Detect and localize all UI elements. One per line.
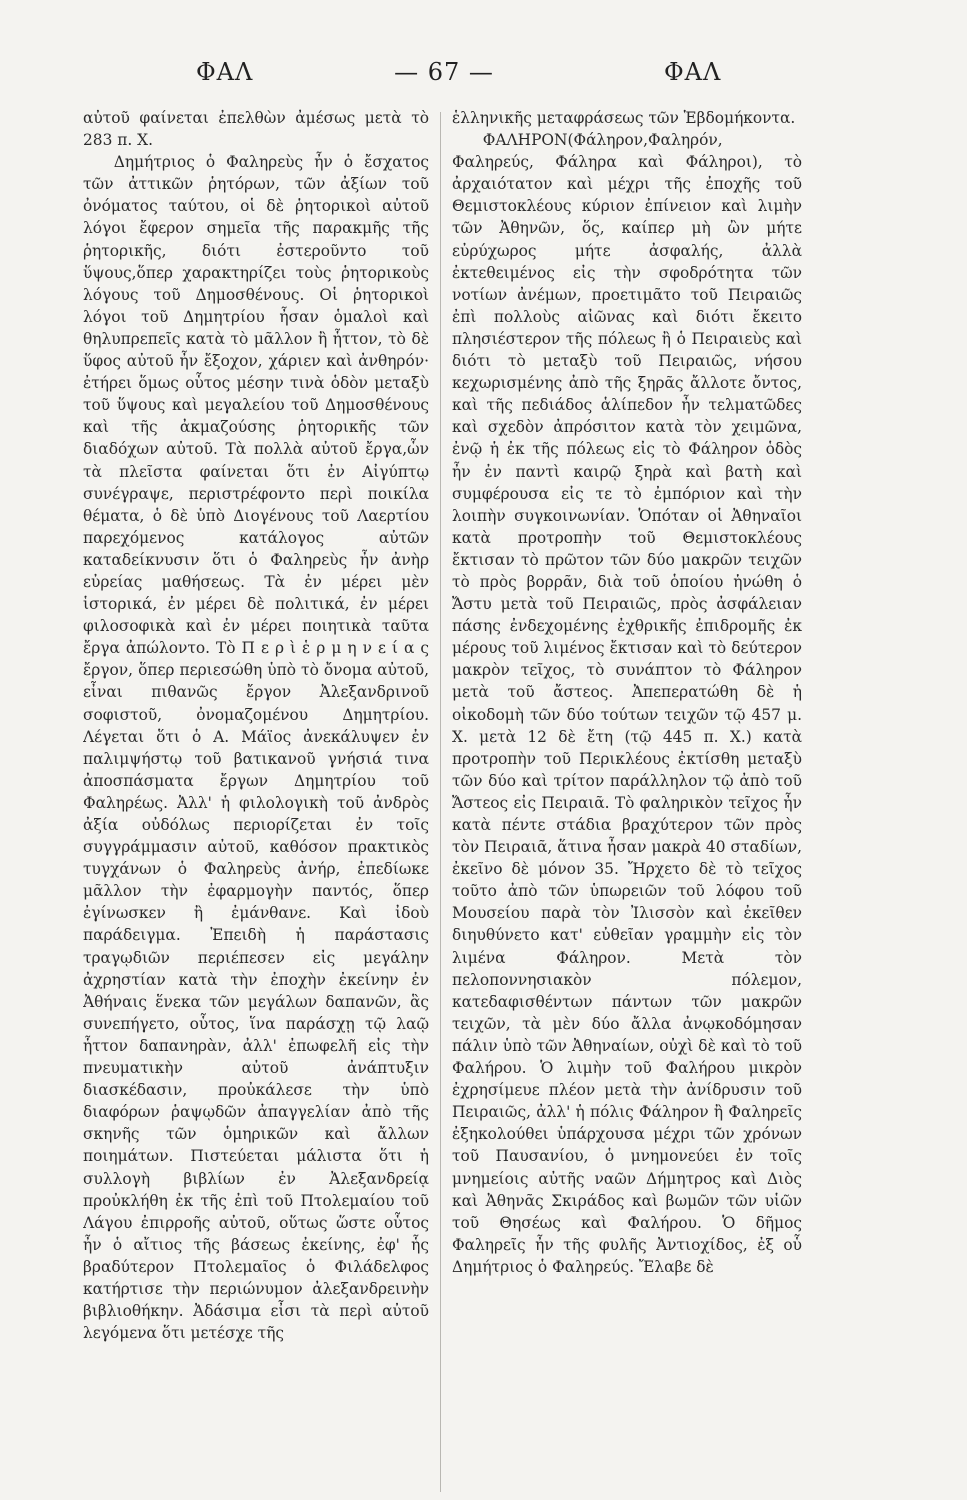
header-right-keyword: ΦΑΛ — [664, 58, 722, 86]
running-header — [0, 58, 967, 98]
left-column — [83, 107, 429, 1497]
left-paragraph-continuation: αὐτοῦ φαίνεται ἐπελθὼν ἀμέσως μετὰ τὸ 283 π. Χ. — [83, 109, 429, 150]
right-paragraph-continuation: ἑλληνικῆς μεταφράσεως τῶν Ἑβδομήκοντα. — [452, 109, 796, 127]
right-paragraph-phaleron-entry: ΦΑΛΗΡΟΝ(Φάληρον,Φαληρόν, Φαληρεύς, Φάληρα καὶ Φάληροι), τὸ ἀρχαιότατον καὶ μέχρι τῆς ἐποχῆς τοῦ Θεμιστοκλέους κύριον ἐπίνειον καὶ λιμὴν τῶν Ἀθηνῶν, ὅς, καίπερ μὴ ὢν μήτε εὐρύχωρος μήτε ἀσφαλής, ἀλλὰ ἐκτεθειμένος εἰς τὴν σφοδρότητα τῶν νοτίων ἀνέμων, προετιμᾶτο τοῦ Πειραιῶς ἐπὶ πολλοὺς αἰῶνας καὶ διότι ἔκειτο πλησιέστερον τῆς πόλεως ἢ ὁ Πειραιεὺς καὶ διότι τὸ μεταξὺ τοῦ Πειραιῶς, νήσου κεχωρισμένης ἀπὸ τῆς ξηρᾶς ἄλλοτε ὄντος, καὶ τῆς πεδιάδος ἁλίπεδον ἦν τελματῶδες καὶ σχεδὸν ἀπρόσιτον κατὰ τὸν χειμῶνα, ἐνῷ ἡ ἐκ τῆς πόλεως εἰς τὸ Φάληρον ὁδὸς ἦν ἐν παντὶ καιρῷ ξηρὰ καὶ βατὴ καὶ συμφέρουσα εἰς τε τὸ ἐμπόριον καὶ τὴν λοιπὴν συγκοινωνίαν. Ὁπόταν οἱ Ἀθηναῖοι κατὰ προτροπὴν τοῦ Θεμιστοκλέους ἔκτισαν τὸ πρῶτον τῶν δύο μακρῶν τειχῶν τὸ πρὸς βορρᾶν, διὰ τοῦ ὁποίου ἡνώθη ὁ Ἄστυ μετὰ τοῦ Πειραιῶς, πρὸς ἀσφάλειαν πάσης ἐνδεχομένης ἐχθρικῆς ἐπιδρομῆς ἐκ μέρους τοῦ λιμένος ἔκτισαν καὶ τὸ δεύτερον μακρὸν τεῖχος, τὸ συνάπτον τὸ Φάληρον μετὰ τοῦ ἄστεος. Ἀπεπερατώθη δὲ ἡ οἰκοδομὴ τῶν δύο τούτων τειχῶν τῷ 457 μ. Χ. μετὰ 12 δὲ ἔτη (τῷ 445 π. Χ.) κατὰ προτροπὴν τοῦ Περικλέους ἐκτίσθη μεταξὺ τῶν δύο καὶ τρίτον παράλληλον τῷ ἀπὸ τοῦ Ἄστεος εἰς Πειραιᾶ. Τὸ φαληρικὸν τεῖχος ἦν κατὰ πέντε στάδια βραχύτερον τῶν πρὸς τὸν Πειραιᾶ, ἅτινα ἦσαν μακρὰ 40 σταδίων, ἐκεῖνο δὲ μόνον 35. Ἤρχετο δὲ τὸ τεῖχος τοῦτο ἀπὸ τῶν ὑπωρειῶν τοῦ λόφου τοῦ Μουσείου παρὰ τὸν Ἰλισσὸν καὶ ἐκεῖθεν διηυθύνετο κατ' εὐθεῖαν γραμμὴν εἰς τὸν λιμένα Φάληρον. Μετὰ τὸν πελοποννησιακὸν πόλεμον, κατεδαφισθέντων πάντων τῶν μακρῶν τειχῶν, τὰ μὲν δύο ἄλλα ἀνῳκοδόμησαν πάλιν ὑπὸ τῶν Ἀθηναίων, οὐχὶ δὲ καὶ τὸ τοῦ Φαλήρου. Ὁ λιμὴν τοῦ Φαλήρου μικρὸν ἐχρησίμευε πλέον μετὰ τὴν ἀνίδρυσιν τοῦ Πειραιῶς, ἀλλ' ἡ πόλις Φάληρον ἢ Φαληρεῖς ἐξηκολούθει ὑπάρχουσα μέχρι τῶν χρόνων τοῦ Παυσανίου, ὁ μνημονεύει ἐν τοῖς μνημείοις αὐτῆς ναῶν Δήμητρος καὶ Διὸς καὶ Ἀθηνᾶς Σκιράδος καὶ βωμῶν τῶν υἱῶν τοῦ Θησέως καὶ Φαλήρου. Ὁ δῆμος Φαληρεῖς ἦν τῆς φυλῆς Ἀντιοχίδος, ἐξ οὗ Δημήτριος ὁ Φαληρεύς. Ἔλαβε δὲ — [452, 131, 802, 1276]
right-column — [452, 107, 802, 1497]
header-left-keyword: ΦΑΛ — [196, 58, 254, 86]
page-number: — 67 — — [394, 58, 494, 86]
column-divider — [440, 112, 441, 1492]
left-paragraph-demetrios: Δημήτριος ὁ Φαληρεὺς ἦν ὁ ἔσχατος τῶν ἀττικῶν ῥητόρων, τῶν ἀξίων τοῦ ὀνόματος ταύτου, οἱ δὲ ῥητορικοὶ αὐτοῦ λόγοι ἔφερον σημεῖα τῆς παρακμῆς τῆς ῥητορικῆς, διότι ἐστεροῦντο τοῦ ὕψους,ὅπερ χαρακτηρίζει τοὺς ῥητορικοὺς λόγους τοῦ Δημοσθένους. Οἱ ῥητορικοὶ λόγοι τοῦ Δημητρίου ἦσαν ὁμαλοὶ καὶ θηλυπρεπεῖς κατὰ τὸ μᾶλλον ἢ ἧττον, τὸ δὲ ὕφος αὐτοῦ ἦν ἔξοχον, χάριεν καὶ ἀνθηρόν· ἐτήρει ὅμως οὗτος μέσην τινὰ ὁδὸν μεταξὺ τοῦ ὕψους καὶ μεγαλείου τοῦ Δημοσθένους καὶ τῆς ἀκμαζούσης ῥητορικῆς τῶν διαδόχων αὐτοῦ. Τὰ πολλὰ αὐτοῦ ἔργα,ὧν τὰ πλεῖστα φαίνεται ὅτι ἐν Αἰγύπτῳ συνέγραψε, περιστρέφοντο περὶ ποικίλα θέματα, ὁ δὲ ὑπὸ Διογένους τοῦ Λαερτίου παρεχόμενος κατάλογος αὐτῶν καταδείκνυσιν ὅτι ὁ Φαληρεὺς ἦν ἀνὴρ εὐρείας μαθήσεως. Τὰ ἐν μέρει μὲν ἱστορικά, ἐν μέρει δὲ πολιτικά, ἐν μέρει φιλοσοφικὰ καὶ ἐν μέρει ποιητικὰ ταῦτα ἔργα ἀπώλοντο. Τὸ Π ε ρ ὶ ἑ ρ μ η ν ε ί α ς ἔργον, ὅπερ περιεσώθη ὑπὸ τὸ ὄνομα αὐτοῦ, εἶναι πιθανῶς ἔργον Ἀλεξανδρινοῦ σοφιστοῦ, ὀνομαζομένου Δημητρίου. Λέγεται ὅτι ὁ Α. Μάϊος ἀνεκάλυψεν ἐν παλιμψήστῳ τοῦ βατικανοῦ γνήσιά τινα ἀποσπάσματα ἔργων Δημητρίου τοῦ Φαληρέως. Ἀλλ' ἡ φιλολογικὴ τοῦ ἀνδρὸς ἀξία οὐδόλως περιορίζεται ἐν τοῖς συγγράμμασιν αὐτοῦ, καθόσον πρακτικὸς τυγχάνων ὁ Φαληρεὺς ἀνήρ, ἐπεδίωκε μᾶλλον τὴν ἐφαρμογὴν παντός, ὅπερ ἐγίνωσκεν ἢ ἐμάνθανε. Καὶ ἰδοὺ παράδειγμα. Ἐπειδὴ ἡ παράστασις τραγῳδιῶν περιέπεσεν εἰς μεγάλην ἀχρηστίαν κατὰ τὴν ἐποχὴν ἐκείνην ἐν Ἀθήναις ἕνεκα τῶν μεγάλων δαπανῶν, ἃς συνεπήγετο, οὗτος, ἵνα παράσχῃ τῷ λαῷ ἧττον δαπανηρὰν, ἀλλ' ἐπωφελῆ εἰς τὴν πνευματικὴν αὐτοῦ ἀνάπτυξιν διασκέδασιν, προὐκάλεσε τὴν ὑπὸ διαφόρων ῥαψῳδῶν ἀπαγγελίαν ἀπὸ τῆς σκηνῆς τῶν ὁμηρικῶν καὶ ἄλλων ποιημάτων. Πιστεύεται μάλιστα ὅτι ἡ συλλογὴ βιβλίων ἐν Ἀλεξανδρείᾳ προὐκλήθη ἐκ τῆς ἐπὶ τοῦ Πτολεμαίου τοῦ Λάγου ἐπιρροῆς αὐτοῦ, οὕτως ὥστε οὗτος ἦν ὁ αἴτιος τῆς βάσεως ἐκείνης, ἐφ' ἧς βραδύτερον Πτολεμαῖος ὁ Φιλάδελφος κατήρτισε τὴν περιώνυμον ἀλεξανδρεινὴν βιβλιοθήκην. Ἀδάσιμα εἶσι τὰ περὶ αὐτοῦ λεγόμενα ὅτι μετέσχε τῆς — [83, 153, 429, 1343]
